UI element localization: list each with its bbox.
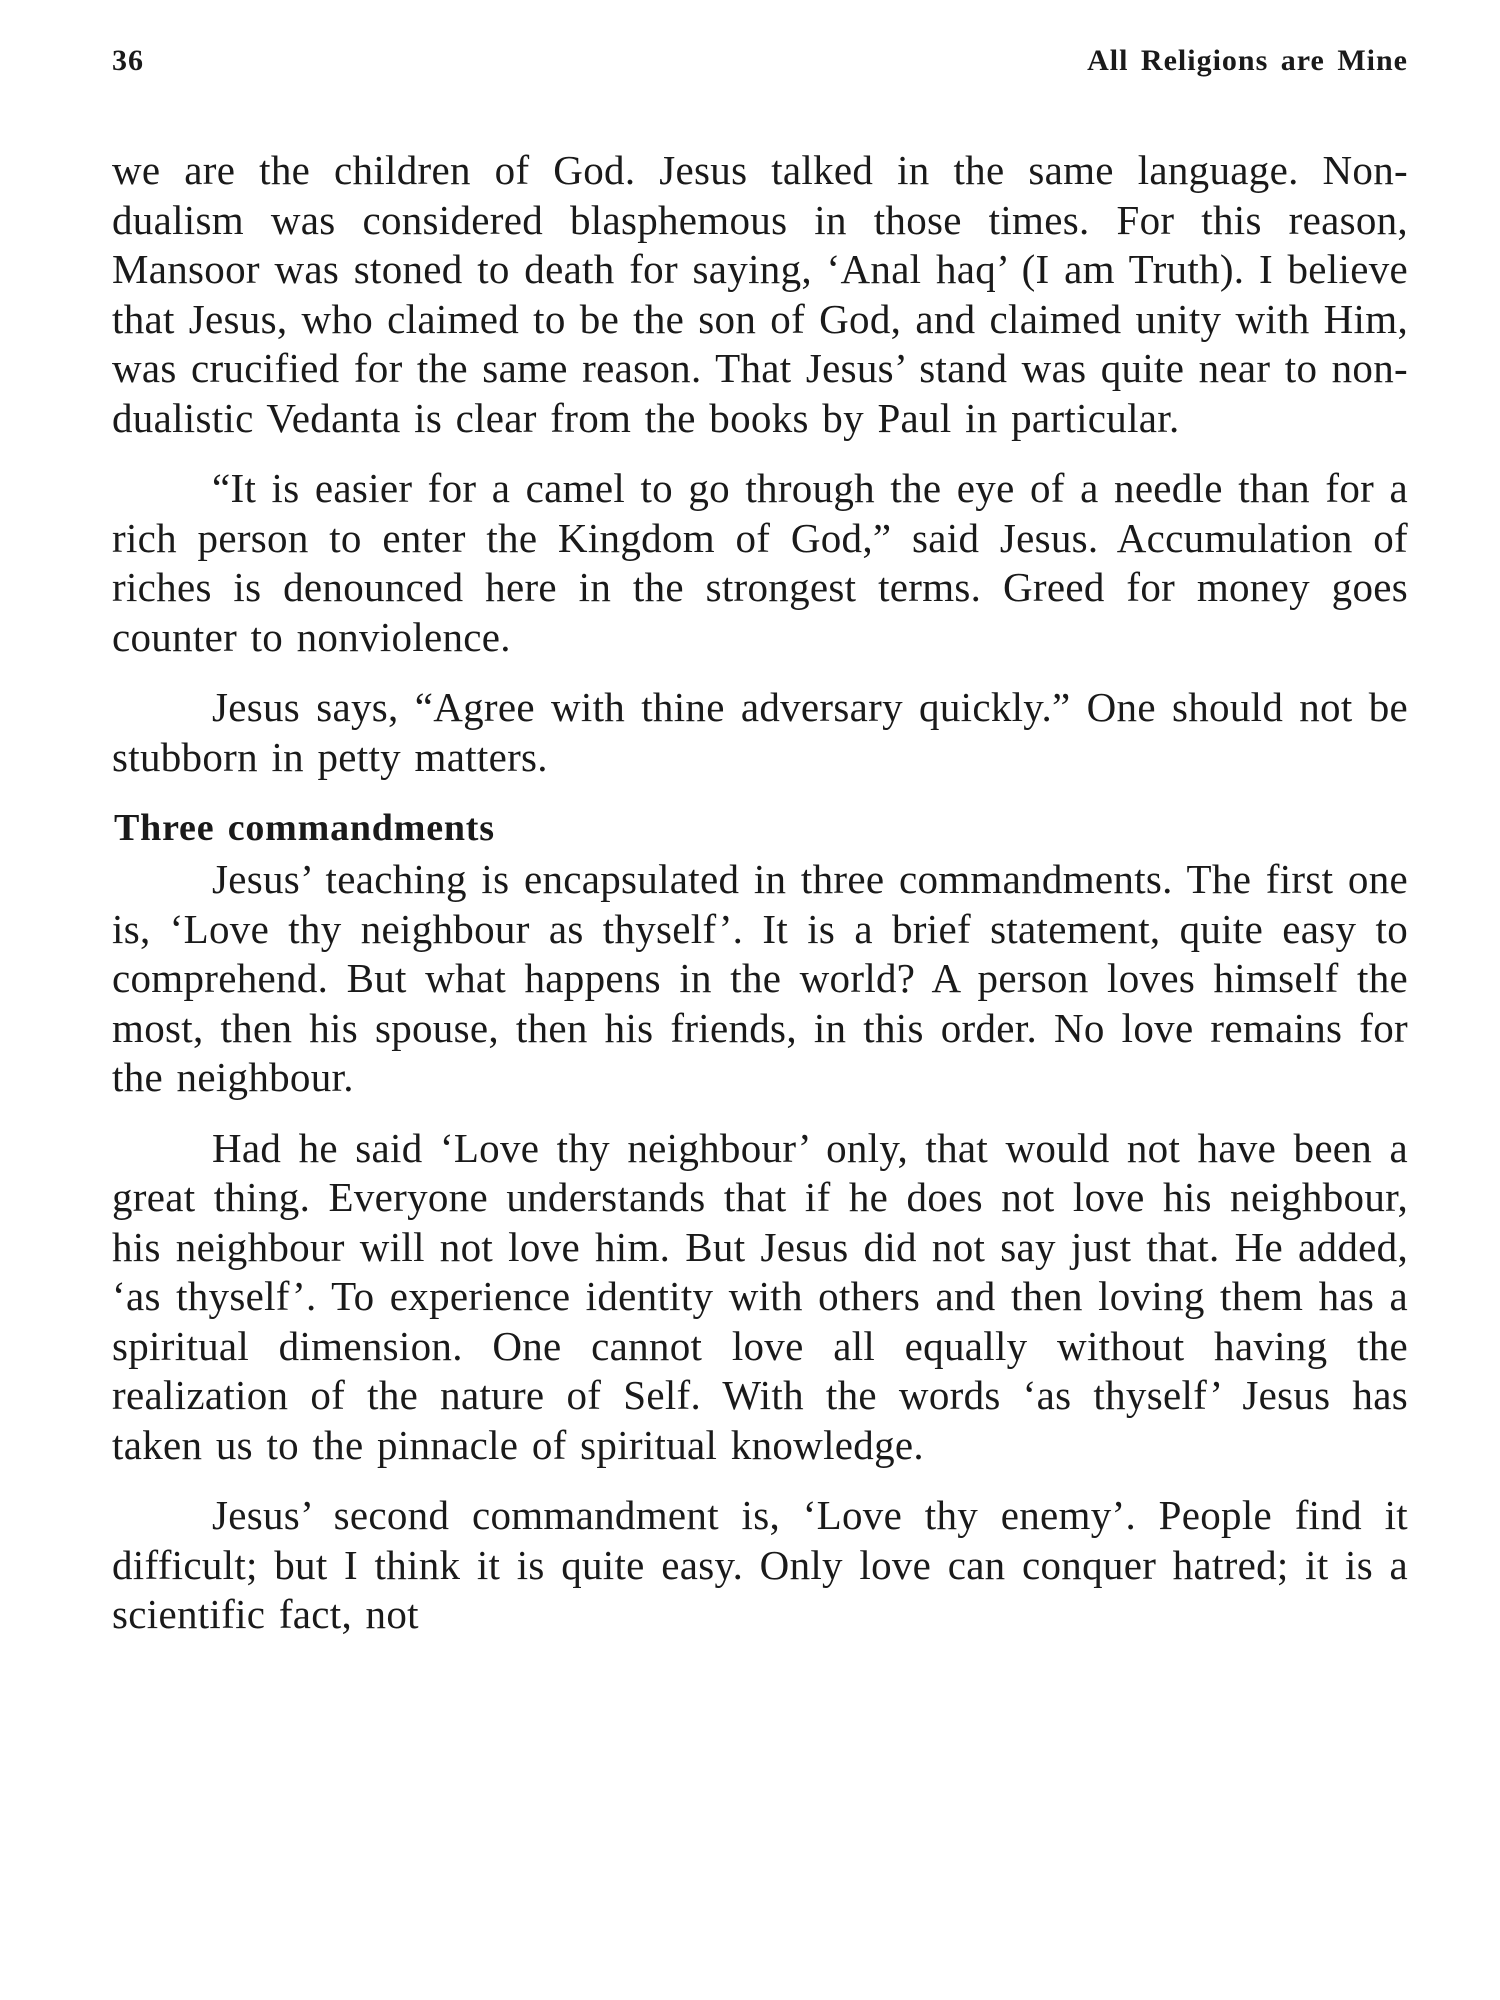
paragraph: Jesus’ second commandment is, ‘Love thy enemy’. People find it difficult; but I think it is quite easy. Only love can conquer hatred; it is a scientific fact, not <box>112 1492 1408 1637</box>
paragraph: we are the children of God. Jesus talked in the same language. Non-dualism was considered blasphemous in those times. For this reason, Mansoor was stoned to death for saying, ‘Anal haq’ (I am Truth). I believe that Jesus, who claimed to be the son of God, and claimed unity with Him, was crucified for the same reason. That Jesus’ stand was quite near to non-dualistic Vedanta is clear from the books by Paul in particular. <box>112 147 1408 441</box>
body-text <box>112 146 1408 1640</box>
page-number: 36 <box>112 44 144 77</box>
paragraph: Jesus’ teaching is encapsulated in three commandments. The first one is, ‘Love thy neighbour as thyself’. It is a brief statement, quite easy to comprehend. But what happens in the world? A person loves himself the most, then his spouse, then his friends, in this order. No love remains for the neighbour. <box>112 856 1408 1100</box>
paragraph: Had he said ‘Love thy neighbour’ only, that would not have been a great thing. Everyone understands that if he does not love his neighbour, his neighbour will not love him. But Jesus did not say just that. He added, ‘as thyself’. To experience identity with others and then loving them has a spiritual dimension. One cannot love all equally without having the realization of the nature of Self. With the words ‘as thyself’ Jesus has taken us to the pinnacle of spiritual knowledge. <box>112 1124 1408 1468</box>
paragraph: “It is easier for a camel to go through the eye of a needle than for a rich person to enter the Kingdom of God,” said Jesus. Accumulation of riches is denounced here in the strongest terms. Greed for money goes counter to nonviolence. <box>112 465 1408 660</box>
running-head <box>112 44 1408 94</box>
book-title: All Religions are Mine <box>1087 44 1408 77</box>
section-heading: Three commandments <box>114 807 495 849</box>
paragraph: Jesus says, “Agree with thine adversary quickly.” One should not be stubborn in petty matters. <box>112 684 1408 780</box>
